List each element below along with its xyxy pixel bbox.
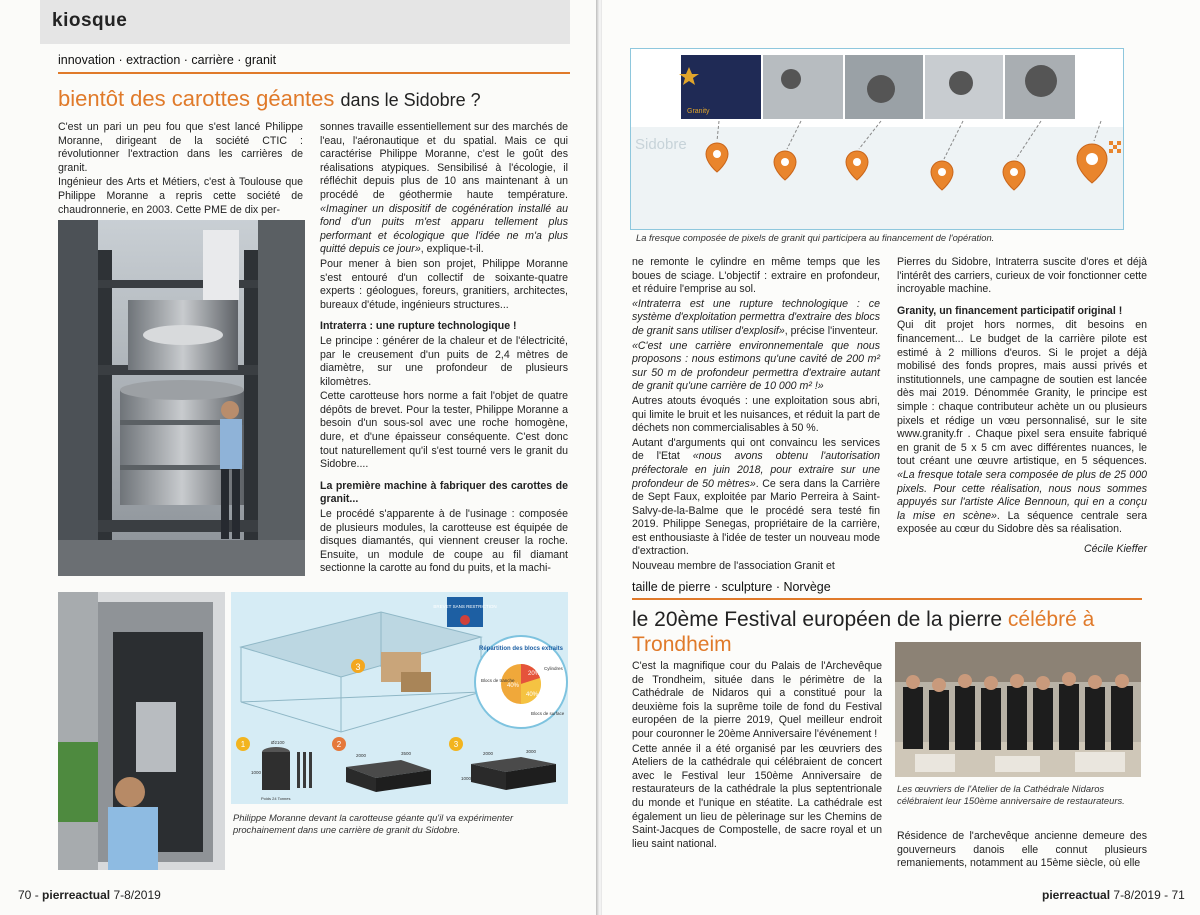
quote: «C'est une carrière environnementale que nous proposons : nous estimons qu'une cavité de 200 m² sur 50 m de profondeur permettra d'extraire autant de granit qu'une carrière de 10 000 m² !» bbox=[632, 339, 880, 393]
svg-text:Blocs de surface: Blocs de surface bbox=[531, 711, 565, 716]
svg-text:3: 3 bbox=[355, 662, 361, 672]
page-footer: 70 - pierreactual 7-8/2019 bbox=[18, 888, 161, 902]
article2-tags: taille de pierre · sculpture · Norvège bbox=[632, 580, 831, 594]
svg-text:40%: 40% bbox=[507, 683, 520, 689]
intro-paragraph: C'est un pari un peu fou que s'est lancé Philippe Moranne, dirigeant de la société CTIC : révolutionner l'extraction dans les carrières de granit. bbox=[58, 121, 303, 174]
article2-body bbox=[632, 660, 882, 852]
svg-text:3000: 3000 bbox=[526, 749, 537, 754]
paragraph: «Intraterra est une rupture technologique : ce système d'exploitation permettra d'extraire des blocs de granit sans utiliser d'explosif», précise l'inventeur. bbox=[632, 297, 880, 337]
infographic bbox=[231, 592, 568, 804]
svg-text:2000: 2000 bbox=[483, 751, 494, 756]
svg-text:1000: 1000 bbox=[251, 770, 262, 775]
svg-text:1000: 1000 bbox=[461, 776, 472, 781]
magazine-name: pierreactual bbox=[42, 888, 111, 902]
fresque-graphic bbox=[630, 48, 1124, 230]
section-label: kiosque bbox=[52, 10, 128, 31]
page-footer: pierreactual 7-8/2019 - 71 bbox=[1042, 888, 1185, 902]
page-number: 70 bbox=[18, 888, 32, 902]
author: Cécile Kieffer bbox=[1084, 542, 1147, 555]
paragraph: Autres atouts évoqués : une exploitation sous abri, qui limite le bruit et les nuisances, et réduit la part de déchets non commercialisables à 50 %. bbox=[632, 394, 880, 435]
article2-body-col2 bbox=[897, 830, 1147, 872]
paragraph: Le principe : générer de la chaleur et de l'électricité, par le creusement d'un puits de 2,4 mètres de diamètre, sur une profondeur de plusieurs kilomètres. bbox=[320, 334, 568, 388]
paragraph: Nouveau membre de l'association Granit et bbox=[632, 560, 835, 573]
fresque-caption: La fresque composée de pixels de granit qui participera au financement de l'opération. bbox=[636, 232, 995, 243]
orange-rule bbox=[58, 72, 570, 74]
svg-text:1: 1 bbox=[240, 740, 246, 749]
magazine-name: pierreactual bbox=[1042, 888, 1111, 902]
issue: 7-8/2019 bbox=[113, 888, 161, 902]
svg-text:Poids 24 Tonnes: Poids 24 Tonnes bbox=[261, 796, 291, 801]
headline-rest: dans le Sidobre ? bbox=[340, 90, 481, 110]
svg-text:BREVET SANS RESTRICTION: BREVET SANS RESTRICTION bbox=[433, 604, 497, 609]
svg-text:Ø2100: Ø2100 bbox=[271, 740, 285, 745]
paragraph: Pour mener à bien son projet, Philippe Moranne s'est entouré d'un collectif de soixante-quatre experts : géologues, foreurs, granitiers, architectes, bureaux d'étude, ingénieurs structures... bbox=[320, 257, 568, 311]
portrait-photo bbox=[58, 592, 225, 870]
headline-accent: Trondheim bbox=[632, 633, 732, 656]
granity-brand: Granity bbox=[687, 108, 710, 115]
photo-caption: Philippe Moranne devant la carotteuse géante qu'il va expérimenter prochainement dans une carrière de granit du Sidobre. bbox=[233, 812, 514, 835]
sidobre-label: Sidobre bbox=[635, 136, 687, 153]
paragraph: Autant d'arguments qui ont convaincu les services de l'Etat «nous avons obtenu l'autorisation préfectorale en juin 2018, pour extraire sur une profondeur de 50 mètres». Ce sera dans la Carrière de Sept Faux, exploitée par Mario Perreira à Saint-Salvy-de-la-Balme que le procédé sera testé fin 2019. Philippe Senegas, propriétaire de la carrière, est enthousiaste à l'idée de tester un nouveau mode d'extraction. bbox=[632, 436, 881, 558]
paragraph: ne remonte le cylindre en même temps que les boues de sciage. L'objectif : extraire en profondeur, et réduire l'emprise au sol. bbox=[632, 256, 880, 296]
headline-accent: bientôt des carottes géantes bbox=[58, 86, 335, 111]
body-column-3 bbox=[632, 256, 880, 575]
svg-text:2: 2 bbox=[336, 740, 342, 749]
paragraph: Pierres du Sidobre, Intraterra suscite d'ores et déjà l'intérêt des carriers, curieux de voir fonctionner cette incroyable machine. bbox=[897, 256, 1147, 296]
group-photo-caption: Les œuvriers de l'Atelier de la Cathédrale Nidaros célébraient leur 150ème anniversaire de restaurateurs. bbox=[897, 783, 1125, 806]
svg-text:3: 3 bbox=[453, 740, 459, 749]
paragraph: Résidence de l'archevêque ancienne demeure des gouverneurs danois elle connut plusieurs remaniements, notamment au 15ème siècle, où elle bbox=[897, 830, 1147, 870]
svg-text:20%: 20% bbox=[528, 671, 541, 677]
article-tags: innovation · extraction · carrière · granit bbox=[58, 53, 277, 67]
svg-text:Répartition des blocs extraits: Répartition des blocs extraits bbox=[478, 646, 564, 652]
machine-photo bbox=[58, 220, 305, 576]
issue: 7-8/2019 bbox=[1113, 888, 1161, 902]
headline bbox=[58, 86, 481, 112]
intro-paragraph: Ingénieur des Arts et Métiers, c'est à Toulouse que Philippe Moranne a repris cette société de chaudronnerie, en 2003. Cette PME de dix per- bbox=[58, 176, 303, 216]
paragraph: Cette carotteuse hors norme a fait l'objet de quatre dépôts de brevet. Pour la tester, Philippe Moranne a besoin d'un sous-sol avec une roche homogène, dure, et d'une épaisseur conséquente. C'est donc tout naturellement qu'il s'est tourné vers le granit du Sidobre.... bbox=[320, 390, 568, 471]
group-photo bbox=[895, 642, 1141, 777]
svg-text:Blocs de tranche: Blocs de tranche bbox=[481, 678, 515, 683]
headline-accent: célébré à bbox=[1007, 608, 1095, 631]
paragraph: C'est la magnifique cour du Palais de l'Archevêque de Trondheim, située dans le périmètre de la Cathédrale de Nidaros qui a constitué pour la deuxième fois la suprême toile de fond du Festival européen de la pierre 2019, Quel meilleur endroit pour couronner le 20ème Anniversaire l'événement ! bbox=[632, 660, 882, 740]
subheading: Intraterra : une rupture technologique ! bbox=[320, 320, 517, 333]
paragraph: sonnes travaille essentiellement sur des marchés de l'eau, l'aéronautique et du spatial. Mais ce qui caractérise Philippe Moranne, c'est le goût des réalisations atypiques. Sensibilisé à l'écologie, il réfléchit depuis plus de 10 ans maintenant à un procédé de géothermie haute température. «Imaginer un dispositif de cogénération installé au fond d'un puits m'est apparu tellement plus performant et écologique que l'idée ne m'a plus quitté depuis ce jour», explique-t-il. bbox=[320, 121, 568, 256]
headline-dark: le 20ème Festival européen de la pierre bbox=[632, 608, 1003, 631]
svg-text:Cylindres: Cylindres bbox=[544, 666, 563, 671]
page-number: 71 bbox=[1171, 888, 1185, 902]
svg-text:2000: 2000 bbox=[356, 753, 367, 758]
orange-rule bbox=[632, 598, 1142, 600]
left-page bbox=[0, 0, 598, 915]
paragraph: Cette année il a été organisé par les œuvriers des Ateliers de la cathédrale qui célébraient de concert avec le Festival leur 150ème Anniversaire de restaurateurs de la cathédrale la plus septentrionale du monde et l'unique en stéatite. La cathédrale est également un lieu de pèlerinage sur les Chemins de Saint-Jacques de Compostelle, de sacre royal et un lieu saint national. bbox=[632, 742, 882, 850]
right-page bbox=[602, 0, 1200, 915]
body-column-4 bbox=[897, 256, 1147, 557]
subheading: Granity, un financement participatif original ! bbox=[897, 304, 1123, 317]
paragraph: Qui dit projet hors normes, dit besoins en financement... Le budget de la carrière pilote est estimé à 2 millions d'euros. Si le projet a déjà mobilisé des fonds propres, mais aussi privés et institutionnels, une campagne de soutien est lancée dès mai 2019. Dénommée Granity, le principe est simple : chaque contributeur achète un ou plusieurs pixels et rédige un vœu personnalisé, sur le site www.granity.fr . Chaque pixel sera ensuite fabriqué en granit de 5 x 5 cm avec différentes nuances, le tout créant une œuvre artistique, en 5 séquences. «La fresque totale sera composée de plus de 25 000 pixels. Pour cette réalisation, nous nous sommes appuyés sur l'artiste Alice Bennoun, qui en a conçu la mise en scène». La séquence centrale sera exposée au cœur du Sidobre dès sa réalisation. bbox=[897, 319, 1147, 536]
body-column-2 bbox=[320, 121, 568, 577]
subheading: La première machine à fabriquer des carottes de granit... bbox=[320, 479, 568, 506]
paragraph: Le procédé s'apparente à de l'usinage : composée de plusieurs modules, la carotteuse est équipée de disques diamantés, qui viennent creuser la roche. Ensuite, un module de coupe au fil diamant sectionne la carotte au fond du puits, et la machi- bbox=[320, 508, 568, 575]
svg-text:40%: 40% bbox=[526, 692, 539, 698]
intro-column bbox=[58, 121, 303, 218]
svg-text:3500: 3500 bbox=[401, 751, 412, 756]
